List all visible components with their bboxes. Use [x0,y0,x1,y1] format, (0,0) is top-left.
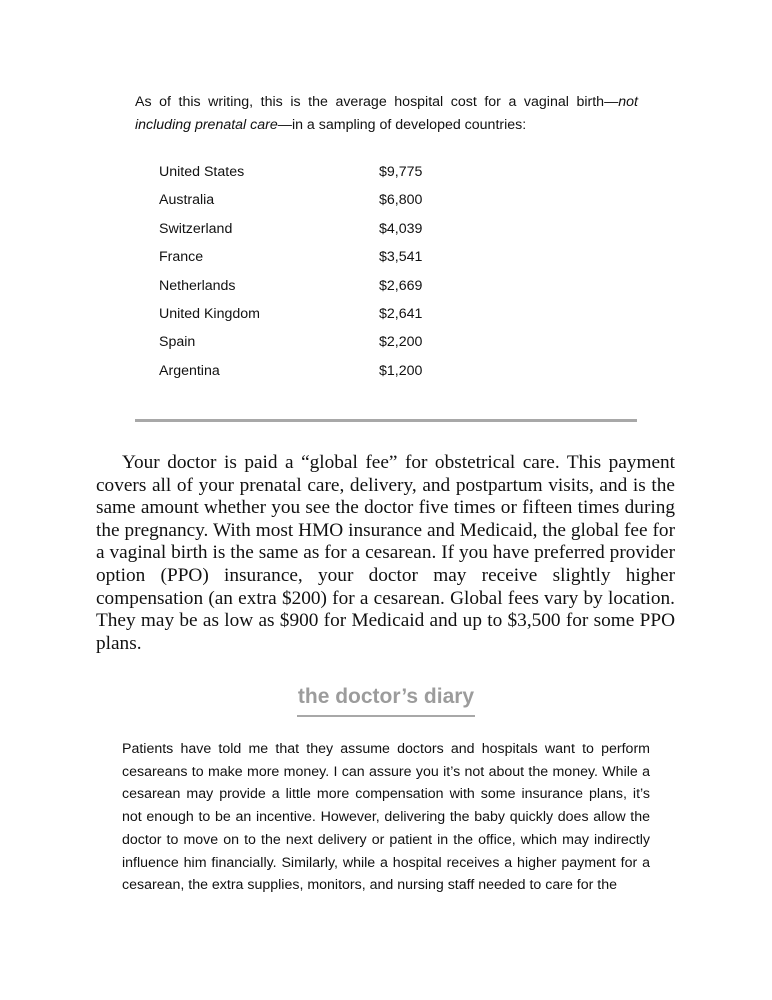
cost-amount: $6,800 [379,192,423,209]
cost-intro-text [135,91,638,137]
diary-heading-underline [297,715,475,717]
cost-intro-emphasis: not including prenatal care [135,94,638,133]
birth-cost-table [159,160,459,387]
cost-row [159,274,459,302]
cost-country: United States [159,164,245,180]
cost-row [159,245,459,273]
cost-amount: $3,541 [379,249,423,266]
diary-heading: the doctor’s diary [297,685,475,708]
cost-amount: $2,200 [379,334,423,351]
cost-row [159,160,459,188]
cost-country: Australia [159,192,215,209]
cost-country: Netherlands [159,277,236,294]
cost-country: Switzerland [159,220,233,237]
cost-amount: $2,641 [379,305,423,322]
cost-row [159,330,459,358]
cost-amount: $2,669 [379,277,423,294]
global-fee-paragraph: Your doctor is paid a “global fee” for obstetrical care. This payment covers all of your prenatal care, delivery, and postpartum visits, and is the same amount whether you see the doctor five times or fifteen times during the pregnancy. With most HMO insurance and Medicaid, the global fee for a vaginal birth is the same as for a cesarean. If you have preferred provider option (PPO) insurance, your doctor may receive slightly higher compensation (an extra $200) for a cesarean. Global fees vary by location. They may be as low as $900 for Medicaid and up to $3,500 for some PPO plans. [96,452,675,654]
cost-row [159,217,459,245]
cost-intro-lead: As of this writing, this is the average hospital cost for a vaginal birth— [135,94,619,110]
cost-row [159,359,459,387]
cost-amount: $1,200 [379,362,423,379]
cost-country: Spain [159,334,196,351]
cost-intro-tail: —in a sampling of developed countries: [277,117,527,133]
sidebar-divider [135,419,637,422]
cost-amount: $4,039 [379,220,423,237]
cost-country: Argentina [159,362,220,379]
cost-row [159,302,459,330]
cost-country: France [159,249,204,266]
cost-row [159,188,459,216]
diary-paragraph: Patients have told me that they assume doctors and hospitals want to perform cesareans to make more money. I can assure you it’s not about the money. While a cesarean may provide a little more compensation with some insurance plans, it’s not enough to be an incentive. However, delivering the baby quickly does allow the doctor to move on to the next delivery or patient in the office, which may indirectly influence him financially. Similarly, while a hospital receives a higher payment for a cesarean, the extra supplies, monitors, and nursing staff needed to care for the [122,741,650,894]
cost-amount: $9,775 [379,164,423,180]
cost-country: United Kingdom [159,305,260,322]
